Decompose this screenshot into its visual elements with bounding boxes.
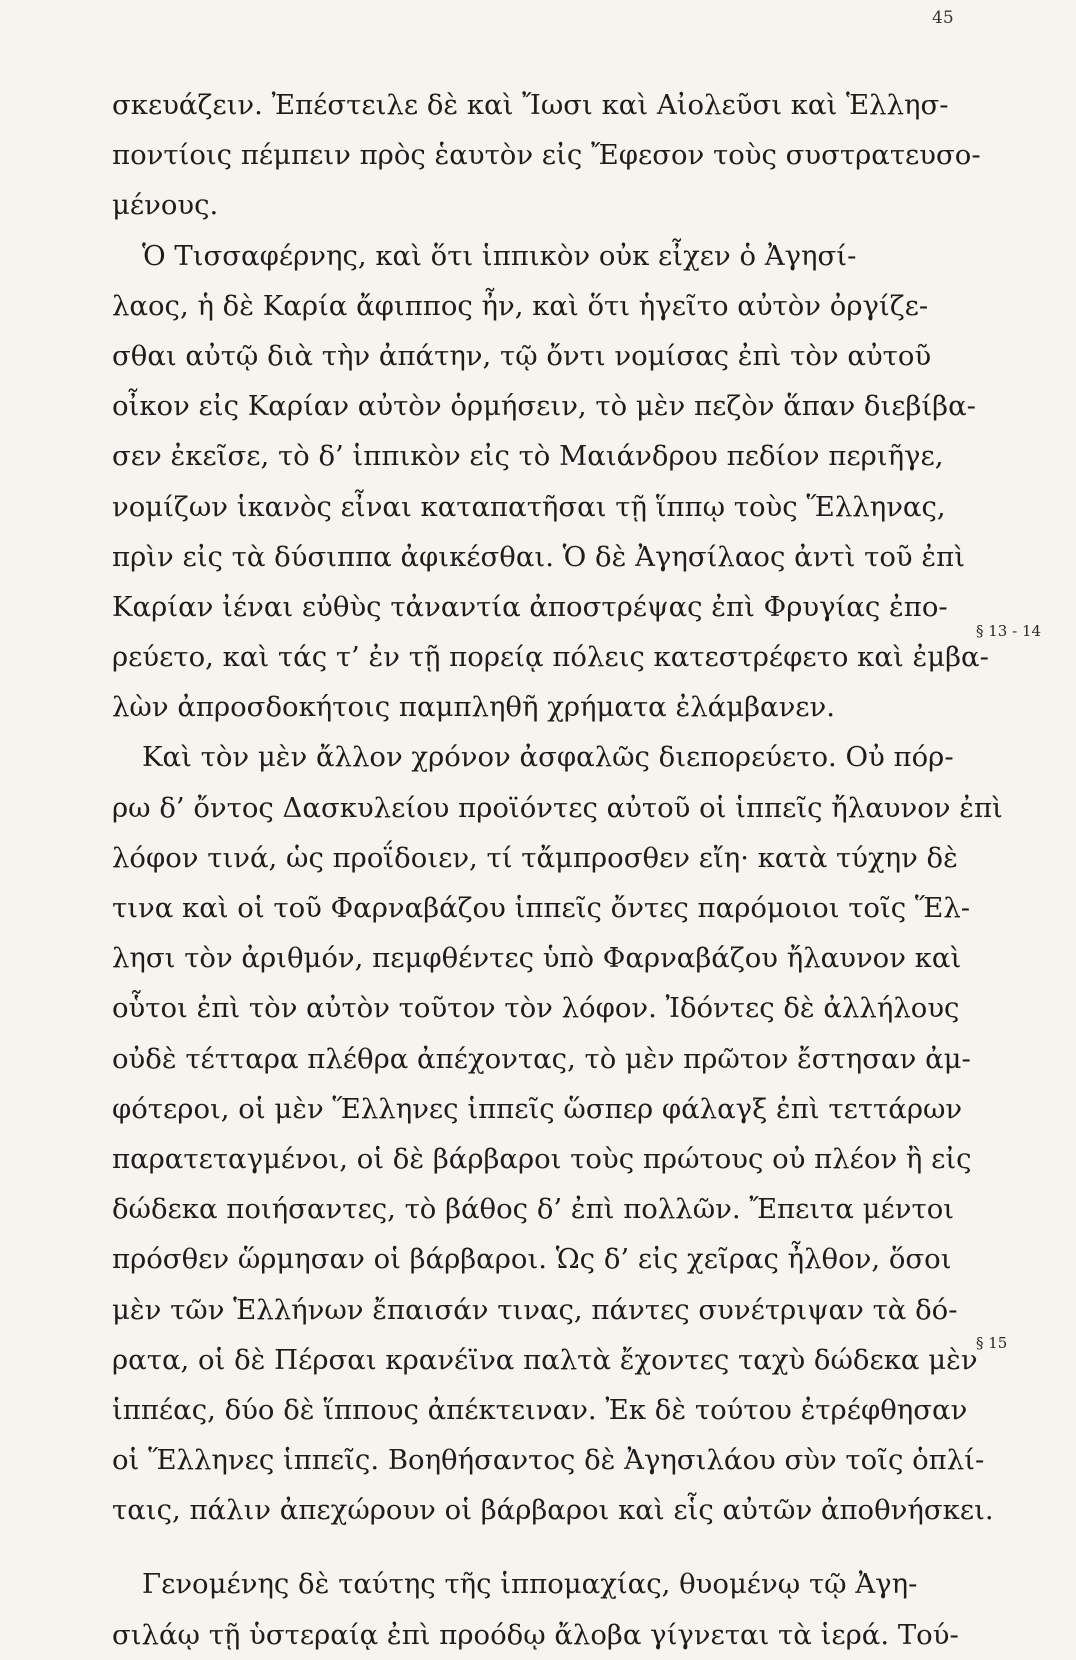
text-line: μένους. xyxy=(112,189,219,222)
margin-note-section: § 15 xyxy=(976,1334,1008,1352)
text-line: σκευάζειν. Ἐπέστειλε δὲ καὶ Ἴωσι καὶ Αἰολεῦσι καὶ Ἑλλησ- xyxy=(112,89,949,121)
text-line: ρατα, οἱ δὲ Πέρσαι κρανέϊνα παλτὰ ἔχοντες ταχὺ δώδεκα μὲν xyxy=(112,1343,978,1376)
text-line: πρὶν εἰς τὰ δύσιππα ἀφικέσθαι. Ὁ δὲ Ἀγησίλαος ἀντὶ τοῦ ἐπὶ xyxy=(112,540,965,573)
text-line: οὗτοι ἐπὶ τὸν αὐτὸν τοῦτον τὸν λόφον. Ἰδόντες δὲ ἀλλήλους xyxy=(112,992,960,1025)
text-line: ἱππέας, δύο δὲ ἵππους ἀπέκτειναν. Ἐκ δὲ τούτου ἐτρέφθησαν xyxy=(112,1393,968,1426)
text-line: οὐδὲ τέτταρα πλέθρα ἀπέχοντας, τὸ μὲν πρῶτον ἔστησαν ἀμ- xyxy=(112,1042,971,1075)
text-line: παρατεταγμένοι, οἱ δὲ βάρβαροι τοὺς πρώτους οὐ πλέον ἢ εἰς xyxy=(112,1142,972,1175)
text-line: νομίζων ἱκανὸς εἶναι καταπατῆσαι τῇ ἵππῳ τοὺς Ἕλληνας, xyxy=(112,490,946,523)
text-line: μὲν τῶν Ἑλλήνων ἔπαισάν τινας, πάντες συνέτριψαν τὰ δό- xyxy=(112,1293,958,1326)
text-line: τινα καὶ οἱ τοῦ Φαρναβάζου ἱππεῖς ὄντες παρόμοιοι τοῖς Ἕλ- xyxy=(112,892,971,924)
text-line: ρω δ’ ὄντος Δασκυλείου προϊόντες αὐτοῦ οἱ ἱππεῖς ἤλαυνον ἐπὶ xyxy=(112,791,1003,824)
text-line: φότεροι, οἱ μὲν Ἕλληνες ἱππεῖς ὥσπερ φάλαγξ ἐπὶ τεττάρων xyxy=(112,1092,963,1125)
text-line: σθαι αὐτῷ διὰ τὴν ἀπάτην, τῷ ὄντι νομίσας ἐπὶ τὸν αὐτοῦ xyxy=(112,339,932,372)
paragraph-gap xyxy=(112,1535,972,1559)
text-line: λὼν ἀπροσδοκήτοις παμπληθῆ χρήματα ἐλάμβανεν. xyxy=(112,691,835,724)
text-line: οἶκον εἰς Καρίαν αὐτὸν ὁρμήσειν, τὸ μὲν πεζὸν ἅπαν διεβίβα- xyxy=(112,390,976,423)
text-line: λόφον τινά, ὡς προΐδοιεν, τί τἄμπροσθεν εἴη· κατὰ τύχην δὲ xyxy=(112,841,958,874)
text-line: σιλάῳ τῇ ὑστεραίᾳ ἐπὶ προόδῳ ἄλοβα γίγνεται τὰ ἱερά. Τού- xyxy=(112,1618,959,1651)
text-line: Γενομένης δὲ ταύτης τῆς ἱππομαχίας, θυομένῳ τῷ Ἀγη- xyxy=(142,1568,918,1601)
text-line: Καρίαν ἰέναι εὐθὺς τἀναντία ἀποστρέψας ἐπὶ Φρυγίας ἐπο- xyxy=(112,590,948,623)
page-number: 45 xyxy=(932,8,954,28)
text-line: οἱ Ἕλληνες ἱππεῖς. Βοηθήσαντος δὲ Ἀγησιλάου σὺν τοῖς ὁπλί- xyxy=(112,1444,985,1477)
text-line: ταις, πάλιν ἀπεχώρουν οἱ βάρβαροι καὶ εἷς αὐτῶν ἀποθνήσκει. xyxy=(112,1494,994,1527)
text-line: Ὁ Τισσαφέρνης, καὶ ὅτι ἱππικὸν οὐκ εἶχεν ὁ Ἀγησί- xyxy=(142,239,857,272)
text-line: δώδεκα ποιήσαντες, τὸ βάθος δ’ ἐπὶ πολλῶν. Ἔπειτα μέντοι xyxy=(112,1193,955,1226)
text-line: σεν ἐκεῖσε, τὸ δ’ ἱππικὸν εἰς τὸ Μαιάνδρου πεδίον περιῆγε, xyxy=(112,440,944,473)
text-line: Καὶ τὸν μὲν ἄλλον χρόνον ἀσφαλῶς διεπορεύετο. Οὐ πόρ- xyxy=(142,741,954,774)
text-line: ποντίοις πέμπειν πρὸς ἑαυτὸν εἰς Ἔφεσον τοὺς συστρατευσο- xyxy=(112,139,981,172)
text-line: πρόσθεν ὥρμησαν οἱ βάρβαροι. Ὡς δ’ εἰς χεῖρας ἦλθον, ὅσοι xyxy=(112,1243,952,1276)
text-line: ρεύετο, καὶ τάς τ’ ἐν τῇ πορείᾳ πόλεις κατεστρέφετο καὶ ἐμβα- xyxy=(112,641,989,674)
text-line: λαος, ἡ δὲ Καρία ἄφιππος ἦν, καὶ ὅτι ἡγεῖτο αὐτὸν ὀργίζε- xyxy=(112,289,929,322)
margin-note-section: § 13 - 14 xyxy=(976,622,1042,640)
text-line: λησι τὸν ἀριθμόν, πεμφθέντες ὑπὸ Φαρναβάζου ἤλαυνον καὶ xyxy=(112,942,962,975)
